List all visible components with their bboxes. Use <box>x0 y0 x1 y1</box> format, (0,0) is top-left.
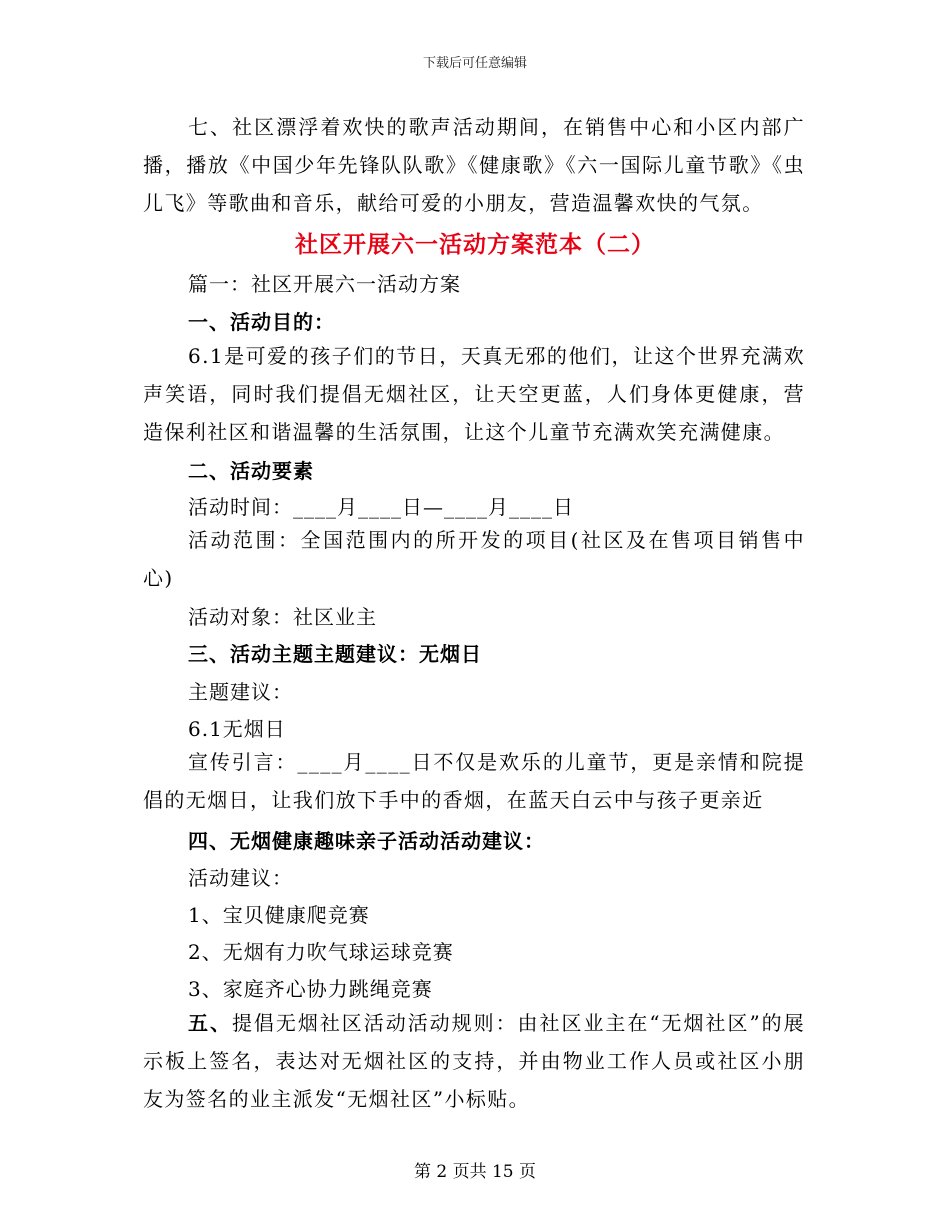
heading-3: 三、活动主题主题建议：无烟日 <box>188 642 482 666</box>
page-header: 下载后可任意编辑 <box>422 56 527 71</box>
activity-scope: 活动范围：全国范围内的所开发的项目(社区及在售项目销售中心) <box>143 528 805 590</box>
slogan-paragraph: 宣传引言：____月____日不仅是欢乐的儿童节，更是亲情和院提倡的无烟日，让我们放下手中的香烟，在蓝天白云中与孩子更亲近 <box>143 750 805 812</box>
section-5-number: 五、 <box>188 1011 232 1035</box>
theme-label: 主题建议： <box>188 680 293 704</box>
section-5-body: 提倡无烟社区活动活动规则：由社区业主在“无烟社区”的展示板上签名，表达对无烟社区的支持，并由物业工作人员或社区小朋友为签名的业主派发“无烟社区”小标贴。 <box>143 1011 806 1111</box>
activity-time: 活动时间：____月____日—____月____日 <box>188 495 574 519</box>
subtitle: 篇一：社区开展六一活动方案 <box>188 272 461 296</box>
activity-target: 活动对象：社区业主 <box>188 605 377 629</box>
heading-2: 二、活动要素 <box>188 459 314 483</box>
paragraph-purpose: 6.1是可爱的孩子们的节日，天真无邪的他们，让这个世界充满欢声笑语，同时我们提倡无烟社区，让天空更蓝，人们身体更健康，营造保利社区和谐温馨的生活氛围，让这个儿童节充满欢笑充满健康。 <box>143 344 805 444</box>
activity-item: 1、宝贝健康爬竞赛 <box>188 903 370 927</box>
heading-1: 一、活动目的： <box>188 310 335 334</box>
document-title: 社区开展六一活动方案范本（二） <box>295 231 655 258</box>
section-7-paragraph: 七、社区漂浮着欢快的歌声活动期间，在销售中心和小区内部广播，播放《中国少年先锋队队歌》《健康歌》《六一国际儿童节歌》《虫儿飞》等歌曲和音乐，献给可爱的小朋友，营造温馨欢快的气氛。 <box>143 115 805 215</box>
page-footer: 第 2 页共 15 页 <box>413 1162 537 1182</box>
heading-4: 四、无烟健康趣味亲子活动活动建议： <box>188 829 545 853</box>
theme-item: 6.1无烟日 <box>188 717 286 741</box>
section-5-paragraph <box>143 1004 805 1118</box>
activity-item: 3、家庭齐心协力跳绳竞赛 <box>188 977 433 1001</box>
activity-suggestion-label: 活动建议： <box>188 866 293 890</box>
activity-item: 2、无烟有力吹气球运球竞赛 <box>188 940 454 964</box>
